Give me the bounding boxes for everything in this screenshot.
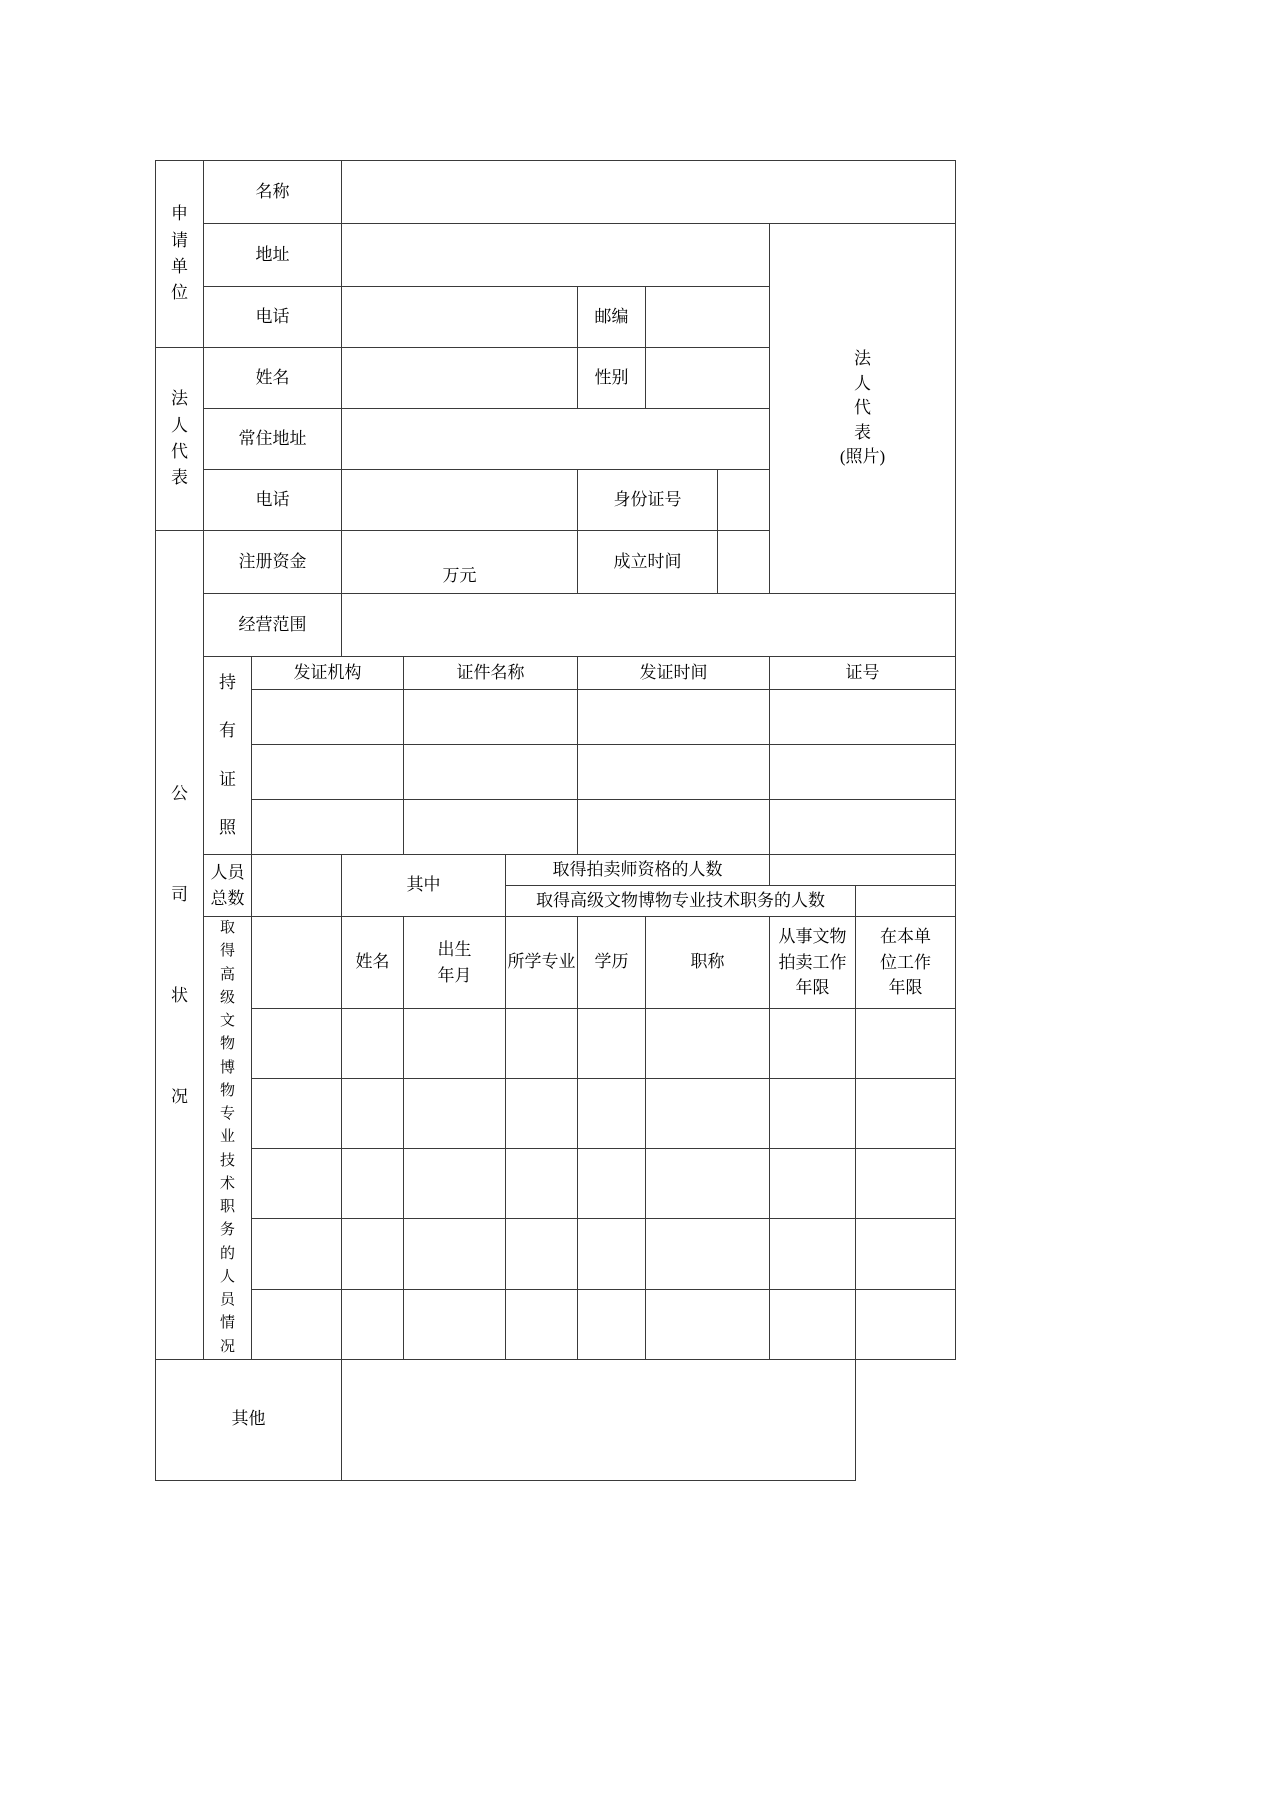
row-certificate-3 [156,800,956,855]
label-senior-personnel-situation [204,917,252,1360]
cert-cell-date[interactable] [578,745,770,800]
personnel-cell-name[interactable] [342,1009,404,1079]
registered-capital-unit: 万元 [442,566,477,586]
field-business-scope[interactable] [342,594,956,657]
label-legalrep-name: 姓名 [204,348,342,409]
personnel-cell-auction-years[interactable] [770,1219,856,1289]
personnel-cell-birth[interactable] [404,1219,506,1289]
personnel-cell-birth[interactable] [404,1009,506,1079]
row-personnel-detail-header [156,917,956,1009]
field-applicant-name[interactable] [342,161,956,224]
cert-header-cert-name: 证件名称 [404,657,578,690]
label-among-which: 其中 [342,855,506,917]
personnel-header-birth-l2: 年月 [437,965,472,985]
personnel-header-index [252,917,342,1009]
label-applicant-name: 名称 [204,161,342,224]
personnel-cell-index[interactable] [252,1149,342,1219]
cert-cell-date[interactable] [578,800,770,855]
label-personnel-total [204,855,252,917]
section-label-applicant-unit [156,161,204,348]
personnel-cell-major[interactable] [506,1219,578,1289]
photo-box-line4: 表 [854,422,871,442]
label-legalrep-id: 身份证号 [578,470,718,531]
personnel-header-birth [404,917,506,1009]
personnel-header-name: 姓名 [342,917,404,1009]
label-business-scope: 经营范围 [204,594,342,657]
label-applicant-phone: 电话 [204,287,342,348]
personnel-cell-auction-years[interactable] [770,1289,856,1359]
label-registered-capital: 注册资金 [204,531,342,594]
label-legalrep-residence: 常住地址 [204,409,342,470]
row-other [156,1359,956,1480]
personnel-cell-title[interactable] [646,1009,770,1079]
personnel-header-auction-years-l2: 拍卖工作 [778,952,847,972]
field-legalrep-phone[interactable] [342,470,578,531]
personnel-header-unit-years-l1: 在本单 [880,927,931,947]
label-applicant-address: 地址 [204,224,342,287]
personnel-cell-unit-years[interactable] [856,1009,956,1079]
field-applicant-postcode[interactable] [646,287,770,348]
section-label-applicant-unit-text: 申 请 单 位 [171,204,188,303]
personnel-cell-index[interactable] [252,1219,342,1289]
cert-cell-issuer[interactable] [252,690,404,745]
personnel-header-major: 所学专业 [506,917,578,1009]
personnel-cell-name[interactable] [342,1149,404,1219]
section-label-company-status [156,531,204,1360]
label-held-certificates-text: 持 有 证 照 [219,672,236,837]
personnel-cell-auction-years[interactable] [770,1079,856,1149]
row-personnel-auctioneer [156,855,956,886]
row-certificate-1 [156,690,956,745]
photo-box-line3: 代 [854,398,871,418]
field-legalrep-name[interactable] [342,348,578,409]
personnel-cell-education[interactable] [578,1079,646,1149]
personnel-header-auction-years [770,917,856,1009]
label-legalrep-phone: 电话 [204,470,342,531]
personnel-cell-birth[interactable] [404,1149,506,1219]
personnel-header-auction-years-l3: 年限 [795,978,830,998]
label-senior-title-count: 取得高级文物博物专业技术职务的人数 [506,886,856,917]
personnel-cell-title[interactable] [646,1079,770,1149]
label-personnel-total-text: 人员 总数 [210,863,245,908]
row-business-scope [156,594,956,657]
cert-cell-issuer[interactable] [252,800,404,855]
label-senior-personnel-situation-text: 取得高级文物博物专业技术职务的人员情况 [219,920,235,1355]
personnel-header-title: 职称 [646,917,770,1009]
personnel-cell-index[interactable] [252,1289,342,1359]
section-label-company-status-text: 公 司 状 况 [171,783,188,1107]
photo-box-line1: 法 [854,348,871,368]
cert-cell-no[interactable] [770,690,956,745]
cert-cell-issuer[interactable] [252,745,404,800]
table-row [156,1009,956,1079]
personnel-cell-title[interactable] [646,1219,770,1289]
personnel-cell-name[interactable] [342,1289,404,1359]
personnel-cell-title[interactable] [646,1149,770,1219]
label-founded-time: 成立时间 [578,531,718,594]
row-applicant-name [156,161,956,224]
field-other[interactable] [342,1359,856,1480]
photo-box-line2: 人 [854,373,871,393]
personnel-cell-birth[interactable] [404,1079,506,1149]
field-legalrep-id[interactable] [718,470,770,531]
personnel-cell-birth[interactable] [404,1289,506,1359]
personnel-header-auction-years-l1: 从事文物 [778,927,847,947]
personnel-cell-major[interactable] [506,1009,578,1079]
cert-cell-name[interactable] [404,745,578,800]
cert-header-issue-date: 发证时间 [578,657,770,690]
personnel-cell-name[interactable] [342,1079,404,1149]
field-personnel-total[interactable] [252,855,342,917]
cert-header-issuer: 发证机构 [252,657,404,690]
label-held-certificates [204,657,252,855]
personnel-header-unit-years-l3: 年限 [888,978,923,998]
cert-cell-no[interactable] [770,800,956,855]
field-legalrep-residence[interactable] [342,409,770,470]
table-row [156,1219,956,1289]
personnel-cell-name[interactable] [342,1219,404,1289]
personnel-cell-title[interactable] [646,1289,770,1359]
personnel-cell-unit-years[interactable] [856,1219,956,1289]
personnel-cell-major[interactable] [506,1289,578,1359]
label-other: 其他 [156,1359,342,1480]
personnel-cell-education[interactable] [578,1219,646,1289]
personnel-cell-education[interactable] [578,1149,646,1219]
personnel-cell-unit-years[interactable] [856,1149,956,1219]
field-auctioneer-count[interactable] [770,855,956,886]
personnel-cell-education[interactable] [578,1009,646,1079]
section-label-legal-rep-text: 法 人 代 表 [171,389,188,488]
label-applicant-postcode: 邮编 [578,287,646,348]
field-founded-time[interactable] [718,531,956,594]
field-registered-capital[interactable] [342,531,578,594]
field-applicant-phone[interactable] [342,287,578,348]
row-applicant-address [156,224,956,287]
application-form-table [155,160,956,1481]
table-row [156,1149,956,1219]
row-certificate-2 [156,745,956,800]
personnel-cell-unit-years[interactable] [856,1289,956,1359]
field-senior-title-count[interactable] [856,886,956,917]
personnel-cell-education[interactable] [578,1289,646,1359]
cert-cell-no[interactable] [770,745,956,800]
row-certificates-header [156,657,956,690]
section-label-legal-rep [156,348,204,531]
field-applicant-address[interactable] [342,224,770,287]
cert-cell-name[interactable] [404,690,578,745]
personnel-header-unit-years [856,917,956,1009]
table-row [156,1079,956,1149]
photo-box-line5: (照片) [839,447,886,467]
cert-cell-date[interactable] [578,690,770,745]
cert-cell-name[interactable] [404,800,578,855]
personnel-cell-unit-years[interactable] [856,1079,956,1149]
personnel-cell-auction-years[interactable] [770,1009,856,1079]
personnel-cell-auction-years[interactable] [770,1149,856,1219]
personnel-cell-index[interactable] [252,1009,342,1079]
personnel-header-unit-years-l2: 位工作 [880,952,931,972]
label-legalrep-gender: 性别 [578,348,646,409]
personnel-header-birth-l1: 出生 [437,940,472,960]
row-registered-capital [156,531,956,594]
field-legalrep-gender[interactable] [646,348,770,409]
personnel-header-education: 学历 [578,917,646,1009]
table-row [156,1289,956,1359]
personnel-cell-major[interactable] [506,1149,578,1219]
label-auctioneer-count: 取得拍卖师资格的人数 [506,855,770,886]
personnel-cell-major[interactable] [506,1079,578,1149]
cert-header-cert-no: 证号 [770,657,956,690]
personnel-cell-index[interactable] [252,1079,342,1149]
